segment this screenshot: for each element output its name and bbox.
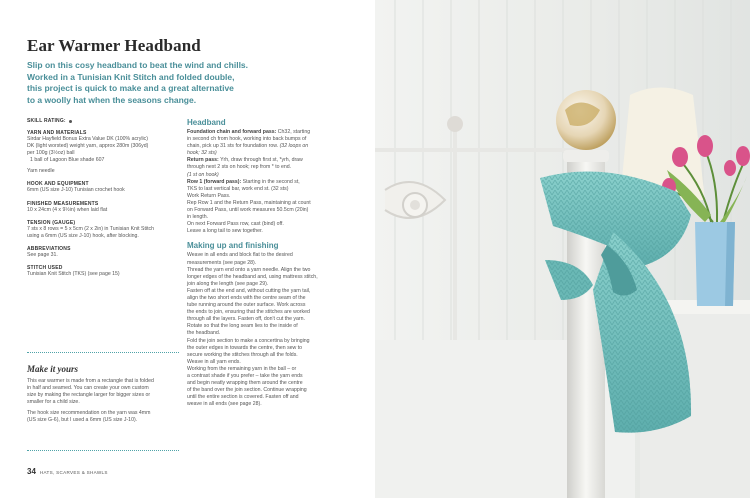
intro-line: to a woolly hat when the seasons change. (27, 95, 197, 106)
making-up-line: until the entire section is covered. Fasten off and (187, 394, 299, 401)
pattern-line: in length. (187, 214, 209, 221)
return-label: Return pass: (187, 157, 219, 164)
pattern-line: hook; 32 sts) (187, 150, 217, 157)
headband-photo (375, 0, 750, 498)
dotted-divider (27, 450, 179, 451)
yarn-heading: YARN AND MATERIALS (27, 130, 87, 136)
making-up-body (187, 252, 359, 408)
making-up-line: longer edges of the headband and, using mattress stitch, (187, 273, 318, 280)
pattern-column (187, 118, 359, 408)
skill-rating-label: SKILL RATING: (27, 118, 66, 124)
tip-line: in half and seamed. You can create your own custom (27, 385, 149, 392)
pattern-line: On next Forward Pass row, cast (bind) off. (187, 221, 284, 228)
row1-label: Row 1 (forward pass): (187, 178, 242, 185)
pattern-line: Row 1 (forward pass): Starting in the second st, (187, 178, 300, 185)
making-up-line: align the two short ends with the centre seam of the (187, 294, 306, 301)
intro-line: Slip on this cosy headband to beat the wind and chills. (27, 60, 249, 70)
making-up-line: the ends to join, ensuring that the stitches are worked (187, 309, 310, 316)
pattern-line: TKS to last vertical bar, work end st. (32 sts) (187, 185, 289, 192)
making-up-line: Rotate so that the long seam lies to the inside of (187, 323, 298, 330)
hook-text: 6mm (US size J-10) Tunisian crochet hook (27, 187, 125, 194)
making-up-line: the headband. (187, 330, 221, 337)
pattern-line: Work Return Pass. (187, 192, 231, 199)
pattern-line: Rep Row 1 and the Return Pass, maintaining at count (187, 199, 311, 206)
tension-line: using a 6mm (US size J-10) hook, after blocking. (27, 232, 139, 239)
page-number: 34 (27, 467, 36, 476)
pattern-line: through next 2 sts on hook; rep from * to end. (187, 164, 292, 171)
abbreviations-heading: ABBREVIATIONS (27, 245, 71, 252)
making-up-line: measurements (see page 28). (187, 259, 257, 266)
section-name: HATS, SCARVES & SHAWLS (39, 470, 108, 475)
pattern-line: chain, pick up 31 sts for foundation row. (32 loops on (187, 143, 309, 150)
making-up-line: of the band over the join section. Continue wrapping (187, 387, 307, 394)
intro-line: this project is quick to make and a great alternative (27, 83, 234, 94)
finished-heading: FINISHED MEASUREMENTS (27, 200, 99, 207)
tip-line: size by making the rectangle larger for bigger sizes or (27, 392, 151, 399)
making-up-line: Weave in all ends and block flat to the desired (187, 252, 293, 259)
intro-paragraph (27, 60, 357, 107)
making-up-line: Thread the yarn end onto a yarn needle. Align the two (187, 266, 311, 273)
page-footer (27, 467, 108, 476)
pattern-line: (1 st on hook) (187, 171, 219, 178)
making-up-line: secure working the stitches through all the folds. (187, 351, 298, 358)
intro-line: Worked in a Tunisian Knit Stitch and folded double, (27, 71, 235, 82)
yarn-line: Sirdar Hayfield Bonus Extra Value DK (100% acrylic) (27, 136, 148, 142)
make-it-yours-body (27, 378, 179, 425)
yarn-line: Yarn needle (27, 168, 55, 175)
making-up-line: through all the layers. Fasten off, don't cut the yarn. (187, 316, 305, 323)
page-title: Ear Warmer Headband (27, 36, 201, 55)
tip-line: smaller for a child size. (27, 399, 80, 406)
headband-heading: Headband (187, 118, 226, 127)
finished-text: 10 x 24cm (4 x 9½in) when laid flat (27, 206, 108, 213)
making-up-line: Weave in all yarn ends. (187, 358, 241, 365)
making-up-line: the outer edges in towards the centre, then sew to (187, 344, 303, 351)
tension-line: 7 sts x 8 rows = 5 x 5cm (2 x 2in) in Tunisian Knit Stitch (27, 225, 154, 232)
hook-heading: HOOK AND EQUIPMENT (27, 181, 89, 188)
pattern-line: Return pass: Yrh, draw through first st, *yrh, draw (187, 157, 303, 164)
making-up-line: and begin neatly wrapping them around the centre (187, 380, 303, 387)
making-up-line: Working from the remaining yarn in the ball – or (187, 365, 297, 372)
dotted-divider (27, 352, 179, 353)
foundation-label: Foundation chain and forward pass: (187, 129, 277, 135)
post-collar (563, 150, 609, 162)
tip-line: This ear warmer is made from a rectangle that is folded (27, 378, 154, 384)
making-up-line: weave in all ends (see page 28). (187, 401, 262, 408)
materials-column (27, 118, 177, 278)
pattern-line: in second ch from hook, working into back bumps of (187, 136, 307, 143)
tip-line: (US size G-6), but I used a 6mm (US size J-10). (27, 417, 138, 424)
making-up-line: a contrast shade if you prefer – take the yarn ends (187, 373, 303, 379)
tension-heading: TENSION (GAUGE) (27, 219, 76, 226)
making-up-line: tube running around the outer surface. Work across (187, 302, 306, 309)
abbreviations-text: See page 31. (27, 251, 58, 258)
making-up-line: join along the length (see page 29). (187, 280, 269, 287)
making-up-line: Fold the join section to make a concertina by bringing (187, 337, 310, 344)
stitch-text: Tunisian Knit Stitch (TKS) (see page 15) (27, 270, 120, 277)
pattern-line: Leave a long tail to sew together. (187, 228, 263, 235)
making-up-line: Fasten off at the end and, without cutting the yarn tail, (187, 287, 311, 294)
yarn-line: per 100g (3½oz) ball (27, 150, 75, 157)
tip-line: The hook size recommendation on the yarn was 4mm (27, 410, 151, 417)
yarn-line: 1 ball of Lagoon Blue shade 607 (30, 157, 105, 164)
pattern-line: Foundation chain and forward pass: Ch32, starting (187, 129, 311, 135)
make-it-yours-title: Make it yours (27, 364, 79, 374)
stitch-heading: STITCH USED (27, 264, 63, 271)
skill-dot-icon (69, 120, 72, 123)
pattern-line: on Forward Pass, until work measures 50.5cm (20in) (187, 207, 309, 214)
yarn-line: DK (light worsted) weight yarn, approx 280m (306yd) (27, 143, 149, 150)
making-up-heading: Making up and finishing (187, 241, 279, 251)
